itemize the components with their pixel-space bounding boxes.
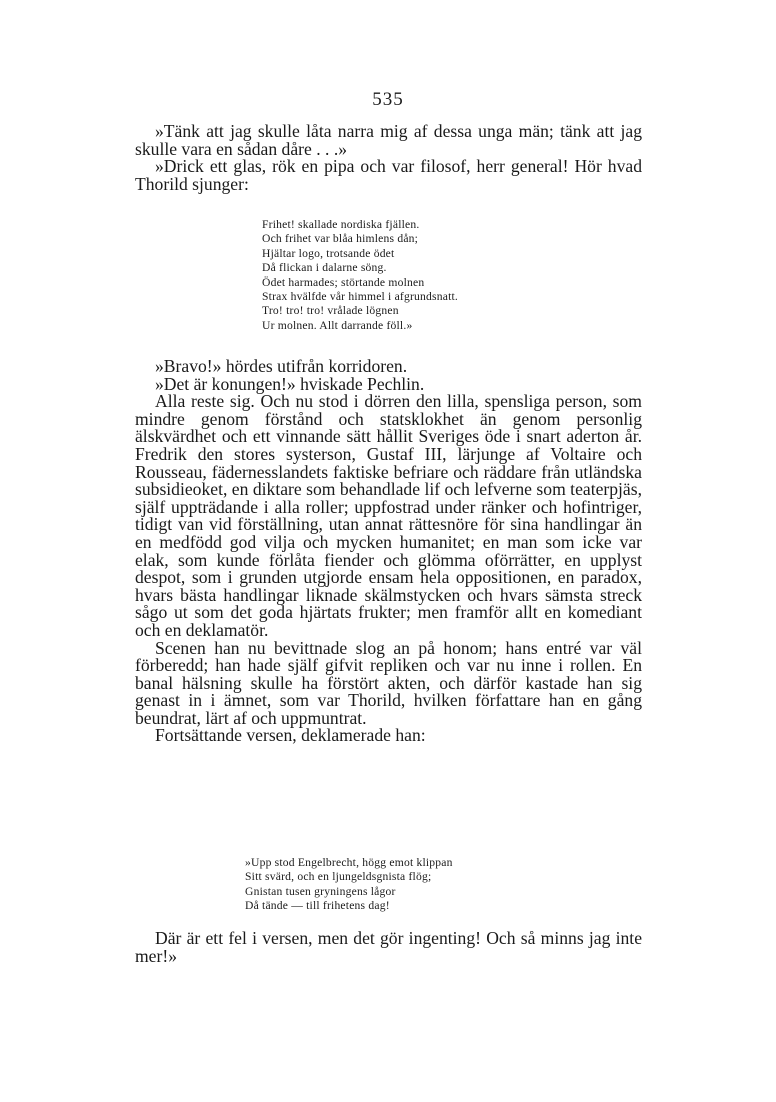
text-block-closing xyxy=(135,930,642,965)
paragraph: »Det är konungen!» hviskade Pechlin. xyxy=(155,373,425,394)
text-block-main xyxy=(135,358,642,745)
verse-line: Då tände — till frihetens dag! xyxy=(245,899,390,913)
verse-line: Hjältar logo, trotsande ödet xyxy=(262,246,395,260)
verse-line: Frihet! skallade nordiska fjällen. xyxy=(262,218,420,231)
verse-line: Gnistan tusen gryningens lågor xyxy=(245,884,396,898)
paragraph: Scenen han nu bevittnade slog an på honom; hans entré var väl förberedd; han hade själf gifvit repliken och var nu inne i rollen. En banal hälsning skulle ha förstört akten, och därför kastade han sig genast in i ämnet, som var Thorild, hvilken författare han en gång beundrat, lärt af och uppmuntrat. xyxy=(135,637,642,728)
paragraph: Alla reste sig. Och nu stod i dörren den lilla, spensliga person, som mindre genom förstånd och statsklokhet än genom personlig älskvärdhet och ett vinnande sätt hållit Sveriges öde i snart aderton år. Fredrik den stores systerson, Gustaf III, lärjunge af Voltaire och Rousseau, fädernesslandets faktiske befriare och räddare från utländska subsidieoket, en diktare som behandlade lif och lefverne som teaterpjäs, själf uppträdande i alla roller; uppfostrad under ränker och hofintriger, tidigt van vid förställning, utan annat rättesnöre för sina handlingar än en medfödd god vilja och mycken humanitet; en man som icke var elak, som kunde förlåta fiender och glömma oförrätter, en upplyst despot, som i grunden utgjorde ensam hela oppositionen, en paradox, hvars bästa handlingar liknade skälmstycken och hvars sämsta streck sågo ut som det goda hjärtats frukter; men framför allt en komediant och en deklamatör. xyxy=(135,391,642,640)
verse-line: Och frihet var blåa himlens dån; xyxy=(262,232,419,246)
paragraph: »Drick ett glas, rök en pipa och var filosof, herr general! Hör hvad Thorild sjunger: xyxy=(135,156,642,194)
page-number: 535 xyxy=(372,89,404,110)
verse-line: Ödet harmades; störtande molnen xyxy=(262,275,425,289)
text-block-opening xyxy=(135,123,642,193)
verse-line: Sitt svärd, och en ljungeldsgnista flög; xyxy=(245,870,432,884)
verse-line: »Upp stod Engelbrecht, högg emot klippan xyxy=(245,856,453,869)
verse-thorild xyxy=(262,218,458,333)
verse-line: Tro! tro! tro! vrålade lögnen xyxy=(262,304,399,318)
verse-engelbrecht xyxy=(245,856,453,914)
verse-line: Strax hvälfde vår himmel i afgrundsnatt. xyxy=(262,290,459,304)
paragraph: Fortsättande versen, deklamerade han: xyxy=(155,725,426,746)
verse-line: Ur molnen. Allt darrande föll.» xyxy=(262,318,413,332)
paragraph: Där är ett fel i versen, men det gör ingenting! Och så minns jag inte mer!» xyxy=(135,928,642,966)
verse-line: Då flickan i dalarne söng. xyxy=(262,261,387,275)
paragraph: »Bravo!» hördes utifrån korridoren. xyxy=(155,356,408,376)
paragraph: »Tänk att jag skulle låta narra mig af dessa unga män; tänk att jag skulle vara en sådan dåre . . .» xyxy=(135,121,642,159)
